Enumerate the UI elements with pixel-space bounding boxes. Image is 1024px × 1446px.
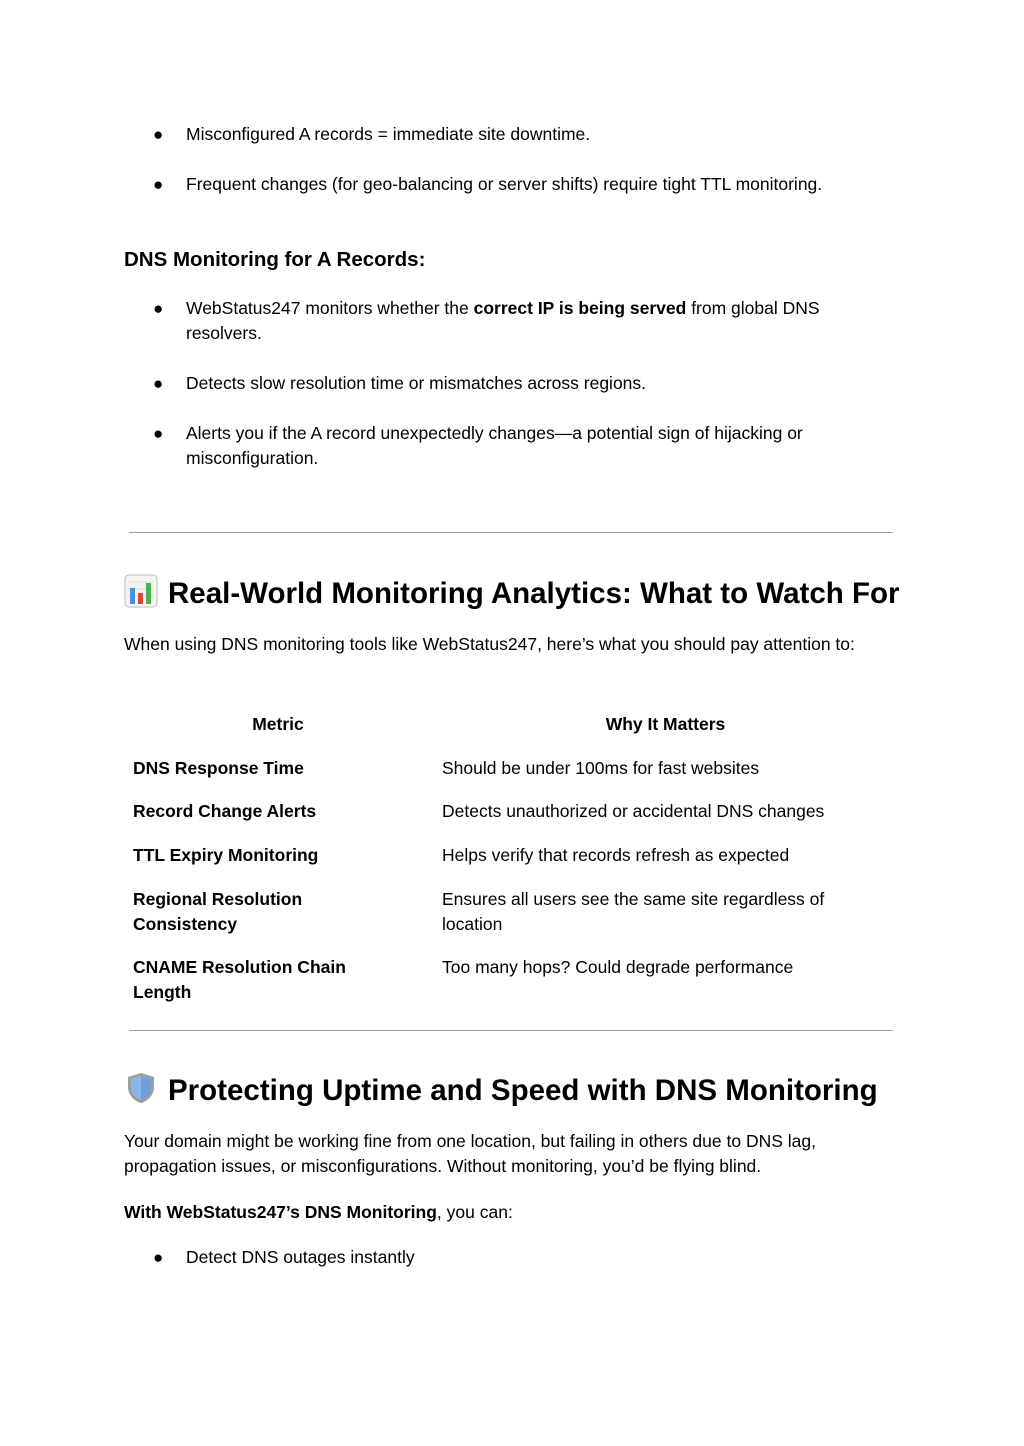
section-heading xyxy=(124,574,899,617)
bullet-marker: ● xyxy=(153,125,164,144)
table-cell-metric: TTL Expiry Monitoring xyxy=(133,845,319,865)
bar-chart-emoji-icon xyxy=(124,574,158,617)
section-heading xyxy=(124,1071,878,1114)
section-heading-text: Protecting Uptime and Speed with DNS Monitoring xyxy=(168,1074,878,1107)
table-cell-why: Ensures all users see the same site regardless of location xyxy=(442,889,825,934)
bullet-marker: ● xyxy=(153,1248,164,1267)
section-subheading: DNS Monitoring for A Records: xyxy=(124,248,426,271)
list-item-text: Alerts you if the A record unexpectedly changes—a potential sign of hijacking or misconfiguration. xyxy=(186,423,803,468)
paragraph xyxy=(124,1200,899,1225)
table-cell-why: Helps verify that records refresh as expected xyxy=(442,845,790,865)
bullet-marker: ● xyxy=(153,424,164,443)
bullet-marker: ● xyxy=(153,175,164,194)
bold-text-run: correct IP is being served xyxy=(473,298,687,318)
text-run: WebStatus247 monitors whether the xyxy=(186,298,474,318)
table-cell-metric: Record Change Alerts xyxy=(133,801,317,821)
horizontal-divider xyxy=(129,532,893,533)
list-item-text xyxy=(186,296,886,346)
list-item-text: Misconfigured A records = immediate site downtime. xyxy=(186,124,591,144)
table-header-cell: Metric xyxy=(252,714,304,734)
paragraph: Your domain might be working fine from one location, but failing in others due to DNS lag, propagation issues, or misconfigurations. Without monitoring, you’d be flying blind. xyxy=(124,1131,816,1176)
table-cell-why: Detects unauthorized or accidental DNS changes xyxy=(442,801,825,821)
table-cell-metric: DNS Response Time xyxy=(133,758,304,778)
text-run: , you can: xyxy=(436,1202,513,1222)
section-heading-text: Real-World Monitoring Analytics: What to Watch For xyxy=(168,577,900,610)
bullet-marker: ● xyxy=(153,374,164,393)
table-header-cell: Why It Matters xyxy=(605,714,726,734)
list-item-text: Detects slow resolution time or mismatches across regions. xyxy=(186,373,647,393)
text-run: from global DNS resolvers. xyxy=(186,298,820,343)
horizontal-divider xyxy=(129,1030,893,1031)
bullet-marker: ● xyxy=(153,299,164,318)
paragraph: When using DNS monitoring tools like WebStatus247, here’s what you should pay attention to: xyxy=(124,634,855,654)
list-item-text: Detect DNS outages instantly xyxy=(186,1247,415,1267)
table-cell-why: Too many hops? Could degrade performance xyxy=(442,957,794,977)
shield-emoji-icon xyxy=(124,1071,158,1114)
table-cell-why: Should be under 100ms for fast websites xyxy=(442,758,760,778)
list-item-text: Frequent changes (for geo-balancing or server shifts) require tight TTL monitoring. xyxy=(186,174,823,194)
table-cell-metric: Regional Resolution Consistency xyxy=(133,889,303,934)
bold-text-run: With WebStatus247’s DNS Monitoring xyxy=(124,1202,437,1222)
table-cell-metric: CNAME Resolution Chain Length xyxy=(133,957,346,1002)
